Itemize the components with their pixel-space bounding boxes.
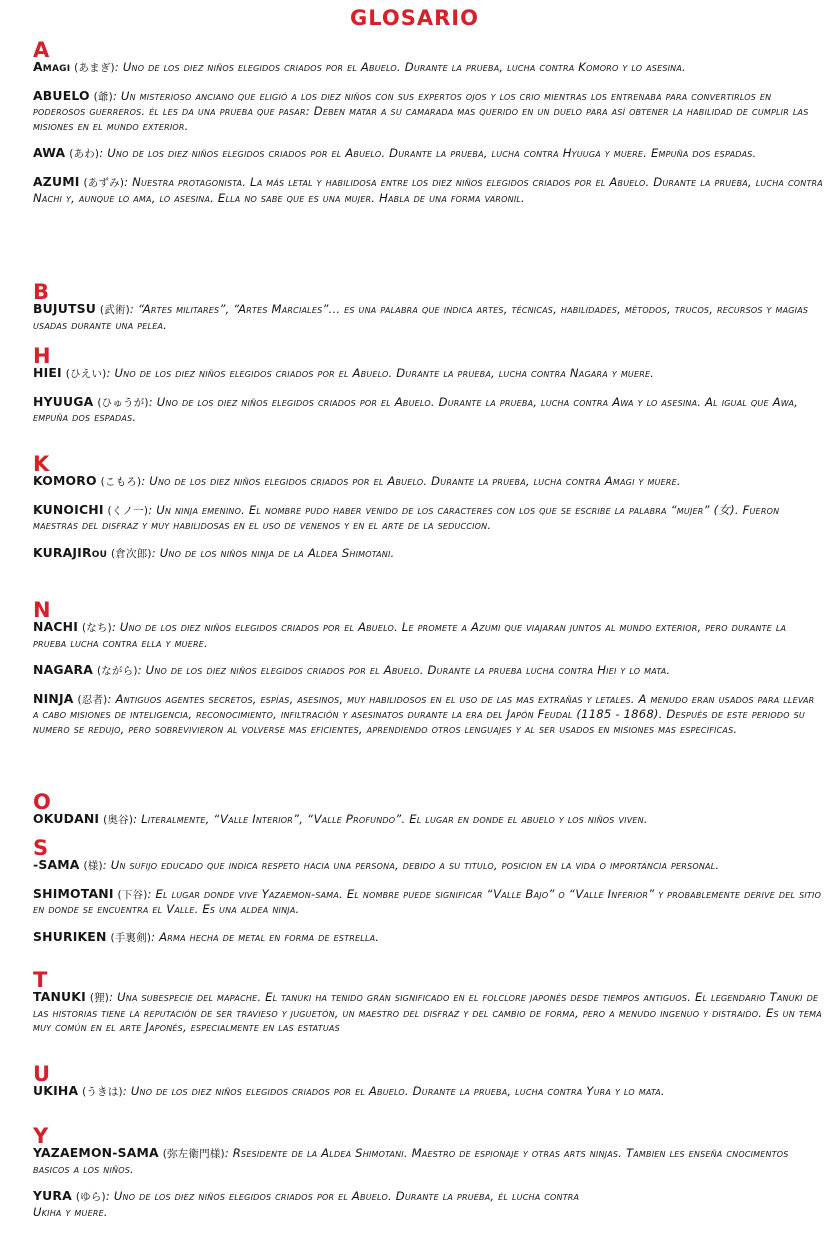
entry-kana: (様) [83,860,103,872]
section-letter: U [33,1062,51,1086]
entry-kana: (ゆら) [75,1191,106,1204]
glossary-entry-hiei [33,366,823,382]
entry-definition: : Nuestra protagonista. La más letal y habilidosa entre los diez niños elegidos criados por el Abuelo. Durante la prueba, lucha contra Nachi y, aunque lo ama, lo asesina. Ella no sabe que es una mujer. Habla de una forma varonil. [33,174,823,205]
section-letter: B [33,280,50,304]
entry-term: KUNOICHI [33,501,104,517]
entry-definition: : El lugar donde vive Yazaemon-sama. El nombre puede significar “Valle Bajo” o “Valle Inferior” y probablemente derive del sitio en donde se encuentra el Valle. Es una aldea ninja. [33,886,822,917]
entry-definition: : “Artes militares”, “Artes Marciales”... es una palabra que indica artes, técnicas, habilidades, métodos, trucos, recursos y magias usadas durante una pelea. [33,302,809,332]
page-title: GLOSARIO [350,6,479,30]
entry-definition: : Uno de los diez niños elegidos criados por el Abuelo. Durante la prueba lucha contra Hiei y lo mata. [137,663,671,678]
glossary-entry-nagara [33,663,823,679]
section-k [33,454,823,574]
entry-kana: (くノ一) [107,504,149,517]
entry-kana: (ひえい) [65,368,107,380]
entry-term: AZUMI [33,173,80,189]
glossary-entry-abuelo [33,89,823,134]
section-letter: Y [33,1124,49,1148]
entry-term: SHURIKEN [33,928,107,944]
glossary-entry-amagi [33,60,823,76]
glossary-entry-sama [33,858,823,874]
entry-definition: : Uno de los diez niños elegidos criados por el Abuelo. Durante la prueba, lucha contra Amagi y muere. [141,474,681,488]
entry-kana: (あわ) [69,148,100,161]
section-b [33,282,823,345]
section-letter: H [33,344,51,368]
entry-definition: : Uno de los diez niños elegidos criados por el Abuelo. Durante la prueba, él lucha contra Ukiha y muere. [33,1189,580,1219]
entry-definition: : Uno de los diez niños elegidos criados por el Abuelo. Le promete a Azumi que viajaran juntos al mundo exterior, pero durante la prueba lucha contra ella y muere. [33,620,787,650]
entry-kana: (弥左衛門様) [162,1148,225,1160]
entry-kana: (武術) [99,304,130,316]
entry-kana: (下谷) [117,888,148,901]
glossary-entry-shuriken [33,930,823,946]
entry-term: -SAMA [33,857,80,872]
glossary-entry-ukiha [33,1084,823,1100]
glossary-entry-ninja [33,692,823,737]
section-n [33,600,823,750]
entry-definition: : Uno de los diez niños elegidos criados por el Abuelo. Durante la prueba, lucha contra Komoro y lo asesina. [114,60,686,74]
entry-term: ABUELO [33,87,90,103]
entry-kana: (ひゅうが) [97,396,149,409]
entry-kana: (忍者) [77,693,108,706]
entry-term: HYUUGA [33,393,94,409]
entry-term: TANUKI [33,989,86,1004]
entry-term: SHIMOTANI [33,885,114,901]
entry-term: HIEI [33,365,62,380]
entry-kana: (なち) [81,622,112,634]
glossary-entry-shimotani [33,887,823,917]
section-letter: K [33,452,50,476]
entry-kana: (爺) [93,90,113,103]
entry-kana: (こもろ) [100,476,142,488]
entry-term: NINJA [33,690,74,706]
entry-kana: (手裏剣) [110,931,152,944]
entry-kana: (うきは) [82,1086,123,1098]
glossary-entry-kunoichi [33,503,823,533]
entry-term: NACHI [33,619,79,634]
section-letter: N [33,598,51,622]
glossary-entry-yura [33,1189,593,1219]
section-t [33,970,823,1048]
section-a [33,40,823,218]
entry-definition: : Uno de los niños ninja de la Aldea Shimotani. [151,545,395,560]
entry-term: BUJUTSU [33,301,97,316]
entry-kana: (あまぎ) [74,62,115,74]
entry-definition: : Arma hecha de metal en forma de estrella. [151,929,380,944]
glossary-entry-hyuuga [33,395,823,425]
glossary-entry-okudani [33,812,823,828]
entry-definition: : Un sufijo educado que indica respeto hacia una persona, debido a su titulo, posicion en la vida o importancia personal. [102,858,720,872]
entry-term: OKUDANI [33,811,100,826]
entry-term: KOMORO [33,473,97,488]
entry-term: YAZAEMON-SAMA [33,1145,159,1160]
entry-term: YURA [33,1188,72,1204]
entry-term: AWA [33,145,66,161]
section-h [33,346,823,438]
entry-term: UKIHA [33,1083,79,1098]
entry-term: NAGARA [33,662,94,678]
entry-definition: : Un ninja emenino. El nombre pudo haber venido de los caracteres con los que se escribe la palabra “mujer” (女). Fueron maestras del disfraz y muy habilidosas en el uso de venenos y en el arte de la seduccion. [33,502,780,533]
entry-term: Amagi [33,59,71,74]
glossary-entry-komoro [33,474,823,490]
section-letter: O [33,790,51,814]
glossary-entry-awa [33,146,823,162]
glossary-entry-yazaemon-sama [33,1146,823,1176]
glossary-entry-bujutsu [33,302,823,332]
entry-kana: (ながら) [96,665,138,678]
entry-kana: (倉次郎) [111,547,152,560]
section-u [33,1064,823,1113]
entry-definition: : Uno de los diez niños elegidos criados por el Abuelo. Durante la prueba, lucha contra Awa y lo asesina. Al igual que Awa, empuña dos espadas. [33,394,799,425]
glossary-entry-nachi [33,620,823,650]
entry-definition: : Antiguos agentes secretos, espías, asesinos, muy habilidosos en el uso de las mas extrañas y letales. A menudo eran usados para llevar a cabo misiones de inteligencia, reconocimiento, infiltración y asesinatos durante la era del Japón Feudal (1185 - 1868). Después de este periodo su numero se redujo, pero sobrevivieron al volverse mas eficientes, aprendiendo otros lenguajes y al ser usados en misiones mas especificas. [33,691,815,736]
entry-kana: (狸) [89,992,110,1004]
glossary-entry-azumi [33,175,823,205]
entry-definition: : Un misterioso anciano que eligió a los diez niños con sus expertos ojos y los crio mientras los entrenaba para convertirlos en poderosos guerreros. él les da una prueba que pasar: Deben matar a su camarada mas querido en un duelo para así obtener la habilidad de cumplir las misiones en el mundo exterior. [33,88,809,133]
section-letter: T [33,968,48,992]
section-y [33,1126,823,1232]
entry-definition: : Literalmente, “Valle Interior”, “Valle Profundo”. El lugar en donde el abuelo y los niños viven. [133,812,648,826]
entry-definition: : Una subespecie del mapache. El tanuki ha tenido gran significado en el folclore japonés desde tiempos antiguos. El legendario Tanuki de las historias tiene la reputación de ser travieso y juguetón, un maestro del disfraz y del cambio de forma, pero a menudo ingenuo y distraido. Es un tema muy común en el arte Japonés, especialmente en las estatuas [33,990,822,1035]
glossary-entry-kurajirou [33,546,823,562]
section-letter: S [33,836,49,860]
entry-kana: (奥谷) [103,814,134,826]
entry-definition: : Uno de los diez niños elegidos criados por el Abuelo. Durante la prueba, lucha contra Yura y lo mata. [122,1084,665,1098]
entry-definition: : Uno de los diez niños elegidos criados por el Abuelo. Durante la prueba, lucha contra Nagara y muere. [106,366,655,380]
entry-kana: (あずみ) [83,176,125,189]
entry-term: KURAJIRou [33,544,108,560]
section-letter: A [33,38,50,62]
entry-definition: : Rsesidente de la Aldea Shimotani. Maestro de espionaje y otras arts ninjas. Tambien les enseña cnocimentos basicos a los niños. [33,1146,789,1176]
entry-definition: : Uno de los diez niños elegidos criados por el Abuelo. Durante la prueba, lucha contra Hyuuga y muere. Empuña dos espadas. [99,146,757,161]
section-o [33,792,823,841]
section-s [33,838,823,958]
glossary-entry-tanuki [33,990,823,1035]
